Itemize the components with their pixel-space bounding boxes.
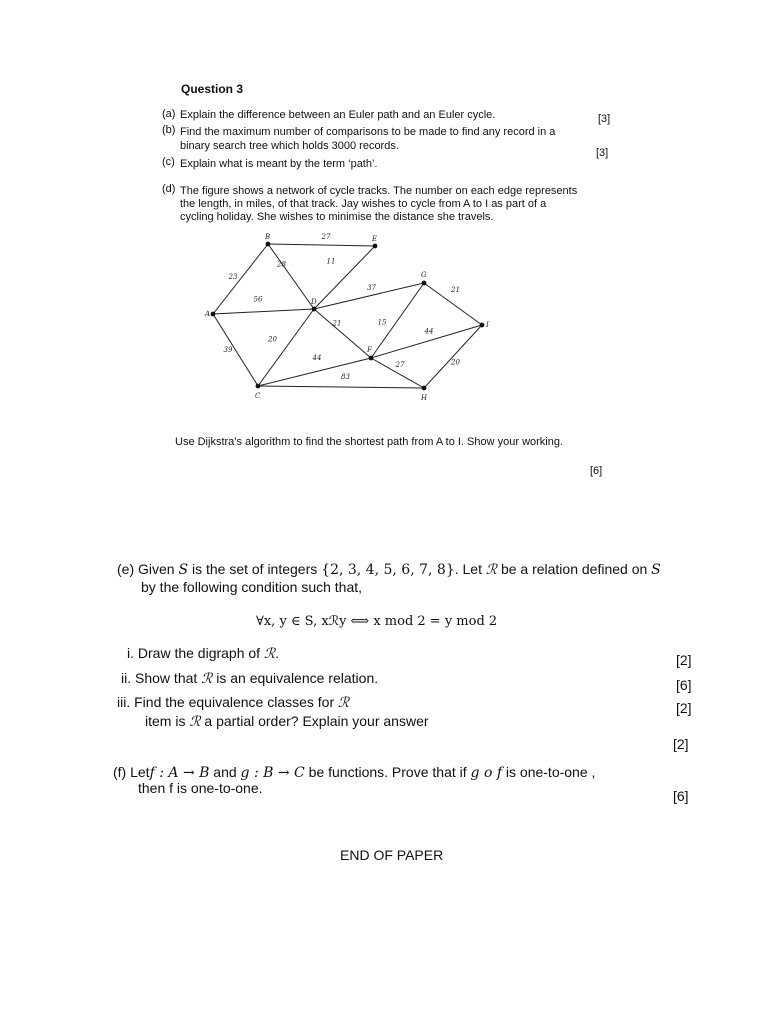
part-b-label: (b) [162, 124, 176, 136]
composition-gof: g o f [470, 765, 503, 781]
node-I [480, 323, 485, 328]
node-H [422, 386, 427, 391]
part-e-text1: Given [138, 561, 175, 577]
item-iv-post: a partial order? Explain your answer [204, 713, 429, 729]
edge-weight-D-F: 21 [332, 319, 342, 328]
item-ii-marks: [6] [676, 677, 692, 693]
item-iv-pre: item is [145, 713, 186, 729]
item-i-post: . [275, 645, 280, 661]
set-definition: {2, 3, 4, 5, 6, 7, 8} [321, 562, 455, 578]
node-label-F: F [367, 346, 372, 354]
item-ii-pre: Show that [135, 670, 198, 686]
node-E [373, 244, 378, 249]
part-b-line2: binary search tree which holds 3000 records. [180, 140, 399, 152]
part-f-marks: [6] [673, 788, 689, 804]
item-i [127, 645, 279, 663]
item-ii [121, 670, 378, 688]
part-d-line2: the length, in miles, of that track. Jay wishes to cycle from A to I as part of a [180, 198, 547, 210]
node-label-E: E [372, 235, 378, 243]
node-label-B: B [265, 233, 271, 241]
edge-weight-I-H: 20 [451, 358, 460, 367]
part-d-instruction: Use Dijkstra’s algorithm to find the shortest path from A to I. Show your working. [175, 436, 564, 448]
part-f-let: Let [130, 764, 150, 780]
part-f-line2: then f is one-to-one. [138, 780, 263, 796]
item-iv [145, 713, 429, 731]
part-b-line1: Find the maximum number of comparisons to be made to find any record in a [180, 126, 556, 138]
end-of-paper: END OF PAPER [340, 847, 444, 863]
edge-weight-A-D: 56 [253, 295, 263, 304]
part-a-label: (a) [162, 108, 176, 120]
edge-D-E [314, 246, 375, 309]
relation-symbol-iv: ℛ [189, 714, 201, 730]
relation-symbol-ii: ℛ [201, 671, 213, 687]
edge-weight-B-D: 28 [277, 260, 286, 269]
edge-D-F [314, 309, 371, 358]
part-c-label: (c) [162, 156, 175, 168]
edge-A-B [213, 244, 268, 314]
function-f-signature: f : A → B [149, 765, 210, 781]
part-f-and: and [213, 764, 237, 780]
item-iii-num: iii. [117, 694, 131, 710]
item-iii [117, 694, 349, 712]
node-label-G: G [421, 271, 427, 279]
edge-weight-B-E: 27 [321, 233, 331, 241]
part-d-marks: [6] [590, 465, 603, 477]
part-f-label: (f) [113, 764, 127, 780]
edge-weight-D-E: 11 [326, 257, 336, 266]
set-s-symbol: S [178, 562, 189, 578]
part-e-text3: . Let [454, 561, 482, 577]
part-e-line1 [117, 561, 661, 579]
part-d-line3: cycling holiday. She wishes to minimise the distance she travels. [180, 211, 494, 223]
edge-B-E [268, 244, 375, 246]
node-C [256, 384, 261, 389]
edge-C-H [258, 386, 424, 388]
edge-B-D [268, 244, 314, 309]
set-s-symbol-2: S [651, 562, 661, 578]
edge-weight-G-I: 21 [451, 286, 460, 294]
part-d-line1: The figure shows a network of cycle tracks. The number on each edge represents [180, 185, 578, 197]
edge-weight-F-I: 44 [424, 327, 434, 336]
node-label-H: H [421, 394, 428, 402]
part-c-text: Explain what is meant by the term ‘path’. [180, 158, 378, 170]
node-B [266, 242, 271, 247]
edge-weight-A-B: 23 [228, 273, 238, 281]
relation-formula: ∀x, y ∈ S, xℛy ⟺ x mod 2 = y mod 2 [256, 614, 498, 629]
node-label-D: D [311, 298, 317, 306]
node-D [312, 307, 317, 312]
item-i-pre: Draw the digraph of [137, 645, 261, 661]
edge-weight-D-G: 37 [367, 284, 376, 292]
edge-weight-A-C: 39 [223, 346, 233, 354]
part-a-text: Explain the difference between an Euler path and an Euler cycle. [180, 109, 496, 121]
node-F [369, 356, 374, 361]
part-e-line2: by the following condition such that, [141, 579, 363, 595]
node-label-I: I [486, 321, 489, 329]
part-d-label: (d) [162, 183, 176, 195]
edge-A-D [213, 309, 314, 314]
edge-weight-C-F: 44 [312, 354, 322, 362]
question-title: Question 3 [181, 82, 244, 96]
node-G [422, 281, 427, 286]
part-f-is: is one-to-one , [505, 764, 596, 780]
part-e-text4: be a relation defined on [500, 561, 648, 577]
edge-A-C [213, 314, 258, 386]
item-ii-post: is an equivalence relation. [216, 670, 379, 686]
item-i-num: i. [127, 645, 134, 661]
part-e-label: (e) [117, 561, 135, 577]
edge-weight-D-C: 20 [268, 335, 277, 344]
function-g-signature: g : B → C [240, 765, 305, 781]
edge-weight-C-H: 83 [341, 373, 350, 381]
relation-symbol-iii: ℛ [338, 695, 350, 711]
node-label-A: A [205, 310, 211, 318]
item-iii-pre: Find the equivalence classes for [134, 694, 335, 710]
part-e-text2: is the set of integers [191, 561, 318, 577]
edge-weight-G-F: 15 [377, 318, 387, 327]
item-i-marks: [2] [676, 652, 692, 668]
item-ii-num: ii. [121, 670, 132, 686]
part-b-marks: [3] [596, 147, 609, 159]
network-graph [0, 0, 776, 420]
part-a-marks: [3] [598, 113, 611, 125]
relation-symbol: ℛ [485, 562, 498, 578]
node-label-C: C [255, 392, 261, 400]
edge-weight-F-H: 27 [395, 361, 405, 369]
node-A [211, 312, 216, 317]
item-iv-marks: [2] [673, 736, 689, 752]
relation-symbol-i: ℛ [263, 646, 276, 662]
part-f-be: be functions. Prove that if [308, 764, 467, 780]
item-iii-marks: [2] [676, 700, 692, 716]
